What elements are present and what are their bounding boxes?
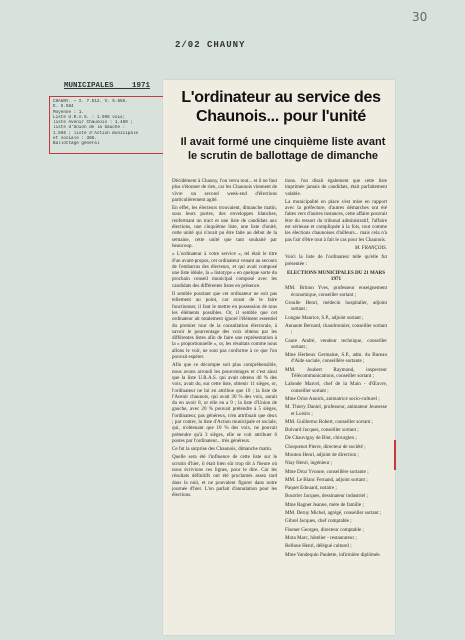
result-line: Ballottage général [53, 141, 100, 147]
candidate-entry: MM. Guillermo Robert, conseiller sortant ; [285, 418, 373, 425]
candidate-entry: Bellune Henri, délégué culturel ; [285, 543, 352, 550]
candidate-entry: MM. Le Blanc Fernand, adjoint sortant ; [285, 476, 368, 483]
candidate-entry: Groulle Henri, médecin hospitalier, adjoint sortant ; [285, 300, 387, 313]
candidate-entry: Mme Oriot Annick, animatrice socio-culturel ; [285, 395, 380, 402]
section-heading: MUNICIPALES 1971 [64, 82, 151, 90]
candidate-entry: Caure André, vendeur technique, conseiller sortant ; [285, 337, 387, 350]
candidate-entry: MM. Brinon Yves, professeur enseignement économique, conseiller sortant ; [285, 285, 387, 298]
list-title: ELECTIONS MUNICIPALES DU 21 MARS 1971 [286, 269, 386, 283]
results-box [53, 99, 165, 147]
candidate-entry: Longue Maurice, S.P., adjoint sortant ; [285, 314, 364, 321]
candidate-entry: Mota Marc, hôtelier - restaurateur ; [285, 534, 357, 541]
candidate-entry: Annaute Bernard, chaudronnier, conseiller sortant ; [285, 322, 387, 336]
article-headline: L'ordinateur au service des Chaunois... pour l'unité [181, 89, 381, 125]
result-line: E. 5.584 [53, 104, 74, 110]
article-paragraph: « L'ordinateur à votre service », tel était le titre d'un avant-propos, cet ordinateur venant au secours de l'embarras des électeurs, et qui avait composé une liste idéale, la « listotype » en quelque sorte du prochain conseil municipal composé avec les candidats des différentes listes en présence. [172, 251, 277, 289]
article-right-column [285, 178, 387, 632]
candidate-entry: Mme Vandequin Paulette, infirmière diplômée. [285, 551, 381, 558]
article-left-column [172, 178, 277, 628]
candidate-entry: De Chauvigny de Blot, chirurgien ; [285, 435, 357, 442]
article-paragraph: En effet, les électeurs trouvaient, dimanche matin, sous leurs portes, des enveloppes blanches, renfermant un tract et une liste de candidats aux élections, une cinquième liste, une liste d'unité, cette unité qui n'avait pu être faite au début de la semaine, cette unité que tant souhaité par beaucoup. [172, 205, 277, 249]
candidate-entry: M. Thiery Daniel, professeur, animateur Jeunesse et Loisirs ; [285, 404, 387, 417]
article-paragraph: Ce fut la surprise des Chaunois, dimanche matin. [172, 446, 273, 453]
red-margin-mark [394, 440, 396, 470]
result-line: Liste U.R.A.S. : 1.966 voix; [53, 114, 126, 120]
result-line: et sociale : 388. [53, 136, 97, 142]
candidate-entry: MM. Deruy Michel, agrégé, conseiller sortant ; [285, 510, 382, 517]
right-paragraph-3: Voici la liste de l'ordinateur telle qu'elle fut présentée : [285, 254, 387, 267]
candidate-list [285, 285, 387, 557]
candidate-entry: Paquet Edouard, notaire ; [285, 485, 337, 492]
article-paragraph: Quelle sera été l'influence de cette liste sur le scrutin d'hier, il était bien sûr trop tôt à l'heure où nous écrivions ces lignes, pour le dire. Car les résultats définitifs ont été proclamés assez tard dans la nuit, et ne pouvaient figurer dans notre journée d'hier. L'on parlait d'annulation pour les élections. [172, 454, 277, 499]
candidate-entry: Gibrel Jacques, chef comptable ; [285, 518, 352, 525]
candidate-entry: Niay Henri, ingénieur ; [285, 460, 333, 467]
article-paragraph: Décidément à Chauny, l'on verra tout... et il ne faut plus s'étonner de rien, car les Chaunois viennent de vivre un second week-end d'élections particulièrement agité. [172, 178, 277, 203]
right-paragraph-2: La municipalité en place s'est mise en rapport avec la préfecture, d'autres démarches ont été faites vers d'autres instances, cette affaire pourrait être du ressort du tribunal administratif, l'affaire est sérieuse et compliquée à la fois, tout comme les élections chaunoises d'ailleurs... mais cela n'a pas l'air d'être tout à fait le cas pour les Chaunois. [285, 198, 387, 243]
candidate-entry: MM. Joubert Raymond, inspecteur Télécommunications, conseiller sortant ; [285, 366, 387, 380]
candidate-entry: Lalonde Marcel, chef de la Main - d'Œuvre, conseiller sortant ; [285, 381, 387, 394]
right-intro: tions. l'on disait également que cette liste imprimée jamais de candidats, était parfaitement valable. [285, 178, 387, 197]
sheet-number: 30 [412, 10, 428, 24]
candidate-entry: Mouton Henri, adjoint de direction ; [285, 451, 359, 458]
result-line: liste Avenir Chaunois : 1.480 ; [53, 120, 133, 126]
page-label: 2/02 CHAUNY [175, 40, 246, 50]
result-line: Moyenne : 1. [53, 109, 84, 115]
candidate-entry: Choquenot Pierre, directeur de société ; [285, 443, 366, 450]
article-paragraph: Il semble pourtant que cet ordinateur ne soit pas tellement au point, car avant de le faire fonctionner, il faut le mettre en possession de tous les éléments possibles. Or, il semble que cet ordinateur ait totalement ignoré l'élément essentiel du premier tour de la consultation électorale, à savoir le pourcentage des voix obtenu par les différentes listes afin de faire une représentation à la « proportionnelle », or, les résultats comme nous allons le voir, ne sont pas conforme à ce que l'on pouvait espérer. [172, 291, 277, 361]
candidate-entry: Mme Herbeux Germaine, S.P., adm. du Bureau d'Aide sociale, conseillère sortante ; [285, 352, 387, 365]
candidate-entry: Fisener Georges, directeur comptable ; [285, 526, 364, 533]
article-paragraph: Afin que ce décompte soit plus compréhensible, nous avons arrondi les pourcentages et c'est ainsi que la liste U.R.A.S. qui avait obtenu 40 % des voix, avait du, sur cette liste, obtenir 11 sièges, or, l'ordinateur ne lui en attribue que 10 ; la liste de l'Avenir chaunois, qui avait 30 % des voix, aurait du en avoir 8, or elle en a 9 ; la liste d'Union de gauche, avec 20 % pouvait prétendre à 5 sièges, l'ordinateur, pas généreux, n'en attribuait que deux ; par contre, la liste d'Action municipale et sociale, qui, n'obtenant que 10 % des voix, ne pouvait prétendre qu'à 3 sièges, elle se voit attribuer 6 postes par l'ordinateur... très généreux. [172, 362, 277, 444]
candidate-entry: Mme Droz Yvonne, conseillère sortante ; [285, 468, 369, 475]
candidate-entry: Bulvard Jacques, conseiller sortant ; [285, 427, 359, 434]
article-subhead: Il avait formé une cinquième liste avant le scrutin de ballottage de dimanche [180, 136, 386, 162]
result-line: CHAUNY. — I. 7.512. V. 5.655. [53, 99, 128, 104]
candidate-entry: Bourrier Jacques, dessinateur industriel ; [285, 493, 369, 500]
result-line: liste d'Union de la Gauche : [53, 125, 126, 131]
candidate-entry: Mme Ragnet Jeanne, mère de famille ; [285, 501, 364, 508]
author-signature: M. FRANÇOIS. [354, 244, 387, 251]
result-line: 1.556 ; liste d'Action municipale [53, 130, 139, 136]
